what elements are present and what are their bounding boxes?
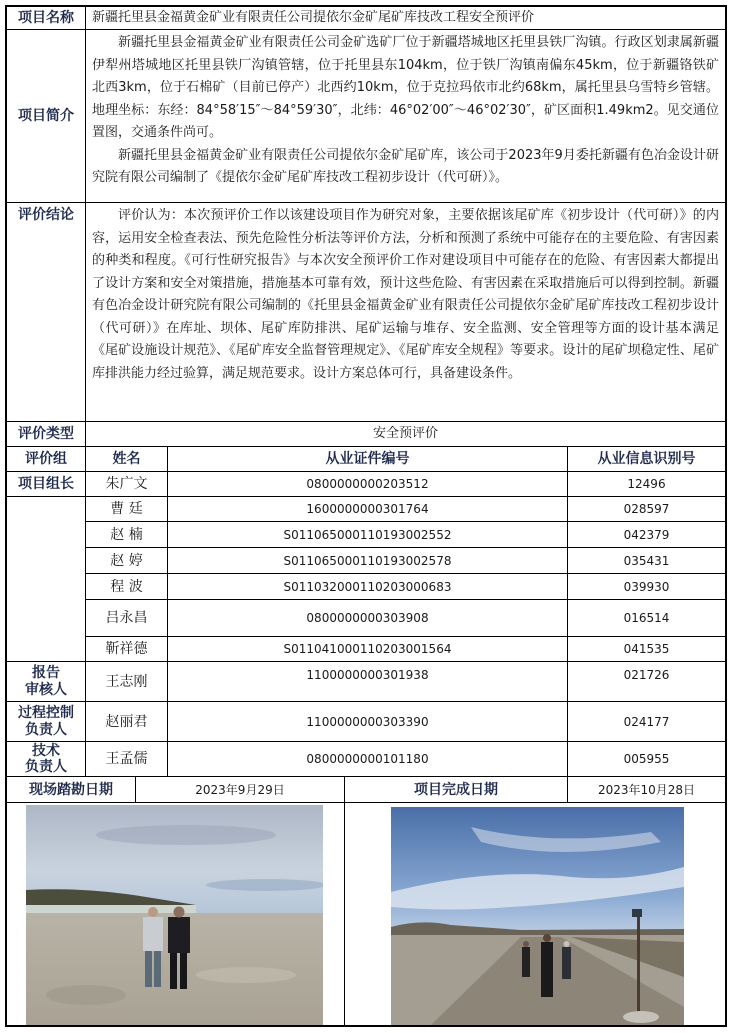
tech-info: 005955 (568, 742, 725, 777)
conclusion-paragraph: 评价认为：本次预评价工作以该建设项目作为研究对象，主要依据该尾矿库《初步设计（代可研）》的内容，运用安全检查表法、预先危险性分析法等评价方法，分析和预测了系统中可能存在的主要危险、有害因素的种类和程度。《可行性研究报告》与本次安全预评价工作对建设项目中可能存在的危险、有害因素大都提出了设计方案和安全对策措施，措施基本可靠有效，预计这些危险、有害因素在采取措施后可以得到控制。新疆有色冶金设计研究院有限公司编制的《托里县金福黄金矿业有限责任公司提依尔金矿尾矿库技改工程初步设计（代可研）》在库址、坝体、尾矿库防排洪、尾矿运输与堆存、安全监测、安全管理等方面的设计基本满足《尾矿设施设计规范》、《尾矿库安全监督管理规定》、《尾矿库安全规程》等要求。设计的尾矿坝稳定性、尾矿库排洪能力经过验算，满足规范要求。设计方案总体可行，具备建设条件。 (92, 208, 719, 381)
member-cert: S011065000110193002578 (168, 548, 568, 574)
team-header-info: 从业信息识别号 (568, 447, 725, 472)
site-photo-dam-crest-image (391, 807, 684, 1025)
member-info: 039930 (568, 574, 725, 600)
process-info: 024177 (568, 702, 725, 742)
tech-role-line-2: 负责人 (25, 759, 67, 775)
member-info: 028597 (568, 497, 725, 522)
project-intro-paragraph-1: 新疆托里县金福黄金矿业有限责任公司金矿选矿厂位于新疆塔城地区托里县铁厂沟镇。行政区划隶属新疆伊犁州塔城地区托里县铁厂沟镇管辖，位于托里县东104km，位于铁厂沟镇南偏东45km，位于新疆铬铁矿北西3km，位于石棉矿（目前已停产）北西约10km，位于克拉玛依市北约68km，属托里县乌雪特乡管辖。地理坐标：东经：84°58′15″～84°59′30″，北纬：46°02′00″～46°02′30″，矿区面积1.49km2。见交通位置图，交通条件尚可。 (92, 35, 719, 140)
member-name: 靳祥德 (86, 637, 168, 662)
team-header-group: 评价组 (7, 447, 86, 472)
evaluation-info-table (5, 5, 727, 1027)
leader-info: 12496 (568, 472, 725, 497)
leader-name: 朱广文 (86, 472, 168, 497)
member-cert: S011041000110203001564 (168, 637, 568, 662)
member-name: 曹 廷 (86, 497, 168, 522)
survey-date-label: 现场踏勘日期 (7, 777, 136, 803)
member-cert: S011032000110203000683 (168, 574, 568, 600)
reviewer-role-line-2: 审核人 (25, 681, 67, 698)
member-info: 016514 (568, 600, 725, 637)
project-name-value: 新疆托里县金福黄金矿业有限责任公司提依尔金矿尾矿库技改工程安全预评价 (86, 7, 725, 30)
tech-role-line-1: 技术 (32, 743, 60, 759)
project-intro-paragraph-2: 新疆托里县金福黄金矿业有限责任公司提依尔金矿尾矿库，该公司于2023年9月委托新疆有色冶金设计研究院有限公司编制了《提依尔金矿尾矿库技改工程初步设计（代可研）》。 (92, 147, 719, 185)
conclusion-text (86, 203, 725, 422)
tech-role (7, 742, 86, 777)
members-group-cell (7, 497, 86, 662)
process-role-line-2: 负责人 (25, 721, 67, 738)
reviewer-role-line-1: 报告 (32, 664, 60, 681)
member-name: 吕永昌 (86, 600, 168, 637)
process-name: 赵丽君 (86, 702, 168, 742)
site-photo-tailings-flat (26, 805, 323, 1025)
complete-date-label: 项目完成日期 (345, 777, 568, 803)
reviewer-info: 021726 (568, 662, 725, 702)
reviewer-cert: 1100000000301938 (168, 662, 568, 702)
reviewer-name: 王志刚 (86, 662, 168, 702)
team-header-name: 姓名 (86, 447, 168, 472)
member-cert: 1600000000301764 (168, 497, 568, 522)
site-photo-dam-crest (391, 807, 684, 1025)
member-info: 042379 (568, 522, 725, 548)
member-name: 赵 楠 (86, 522, 168, 548)
member-cert: 0800000000303908 (168, 600, 568, 637)
tech-name: 王孟儒 (86, 742, 168, 777)
eval-type-value: 安全预评价 (86, 422, 725, 447)
conclusion-label: 评价结论 (7, 203, 86, 422)
survey-date-value: 2023年9月29日 (136, 777, 345, 803)
eval-type-label: 评价类型 (7, 422, 86, 447)
process-role-line-1: 过程控制 (18, 704, 74, 721)
complete-date-value: 2023年10月28日 (568, 777, 725, 803)
reviewer-role (7, 662, 86, 702)
process-cert: 1100000000303390 (168, 702, 568, 742)
project-intro-label: 项目简介 (7, 30, 86, 203)
project-name-label: 项目名称 (7, 7, 86, 30)
process-role (7, 702, 86, 742)
leader-cert: 0800000000203512 (168, 472, 568, 497)
project-intro-text (86, 30, 725, 203)
member-cert: S011065000110193002552 (168, 522, 568, 548)
member-info: 041535 (568, 637, 725, 662)
tech-cert: 0800000000101180 (168, 742, 568, 777)
member-name: 程 波 (86, 574, 168, 600)
member-name: 赵 婷 (86, 548, 168, 574)
site-photo-tailings-flat-image (26, 805, 323, 1025)
member-info: 035431 (568, 548, 725, 574)
team-header-cert: 从业证件编号 (168, 447, 568, 472)
leader-role: 项目组长 (7, 472, 86, 497)
